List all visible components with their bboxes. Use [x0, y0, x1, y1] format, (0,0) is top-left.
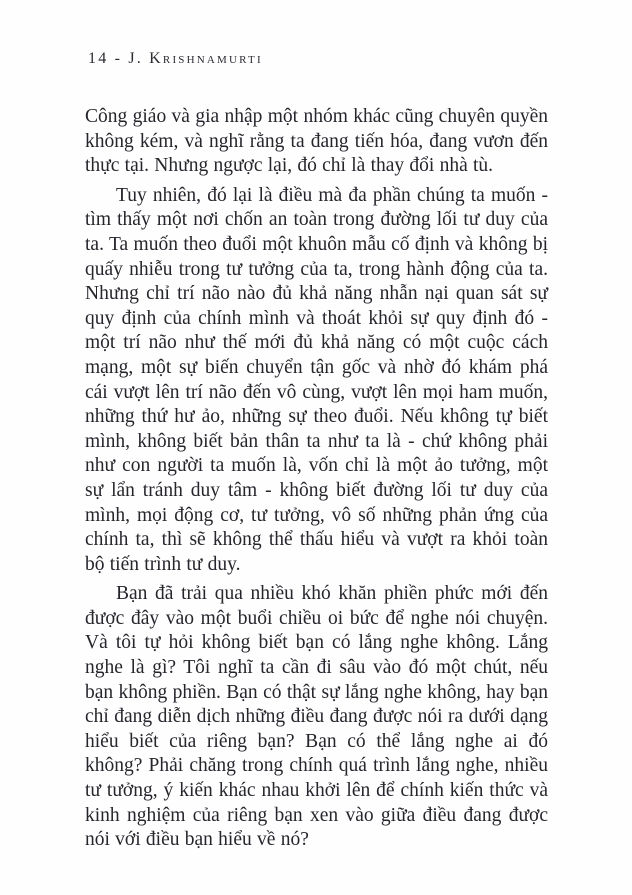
page-number-author: 14 - J. Krishnamurti	[88, 50, 263, 67]
paragraph: Tuy nhiên, đó lại là điều mà đa phần chúng ta muốn - tìm thấy một nơi chốn an toàn trong đường lối tư duy của ta. Ta muốn theo đuổi một khuôn mẫu cố định và không bị quấy nhiễu trong tư tưởng của ta, trong hành động của ta. Nhưng chỉ trí não nào đủ khả năng nhẫn nại quan sát sự quy định của chính mình và thoát khỏi sự quy định đó - một trí não như thế mới đủ khả năng có một cuộc cách mạng, một sự biến chuyển tận gốc và nhờ đó khám phá cái vượt lên trí não đến vô cùng, vượt lên mọi ham muốn, những thứ hư ảo, những sự theo đuổi. Nếu không tự biết mình, không biết bản thân ta như ta là - chứ không phải như con người ta muốn là, vốn chỉ là một ảo tưởng, một sự lẩn tránh duy tâm - không biết đường lối tư duy của mình, mọi động cơ, tư tưởng, vô số những phản ứng của chính ta, thì sẽ không thể thấu hiểu và vượt ra khỏi toàn bộ tiến trình tư duy.	[85, 184, 548, 575]
paragraph: Công giáo và gia nhập một nhóm khác cũng chuyên quyền không kém, và nghĩ rằng ta đang tiến hóa, đang vươn đến thực tại. Nhưng ngược lại, đó chỉ là thay đổi nhà tù.	[85, 106, 548, 177]
paragraph: Bạn đã trải qua nhiều khó khăn phiền phức mới đến được đây vào một buổi chiều oi bức để nghe nói chuyện. Và tôi tự hỏi không biết bạn có lắng nghe không. Lắng nghe là gì? Tôi nghĩ ta cần đi sâu vào đó một chút, nếu bạn không phiền. Bạn có thật sự lắng nghe không, hay bạn chỉ đang diễn dịch những điều đang được nói ra dưới dạng hiểu biết của riêng bạn? Bạn có thể lắng nghe ai đó không? Phải chăng trong chính quá trình lắng nghe, nhiều tư tưởng, ý kiến khác nhau khởi lên để chính kiến thức và kinh nghiệm của riêng bạn xen vào giữa điều đang được nói với điều bạn hiểu về nó?	[85, 583, 548, 851]
running-header	[88, 50, 263, 68]
body-text	[85, 105, 548, 853]
